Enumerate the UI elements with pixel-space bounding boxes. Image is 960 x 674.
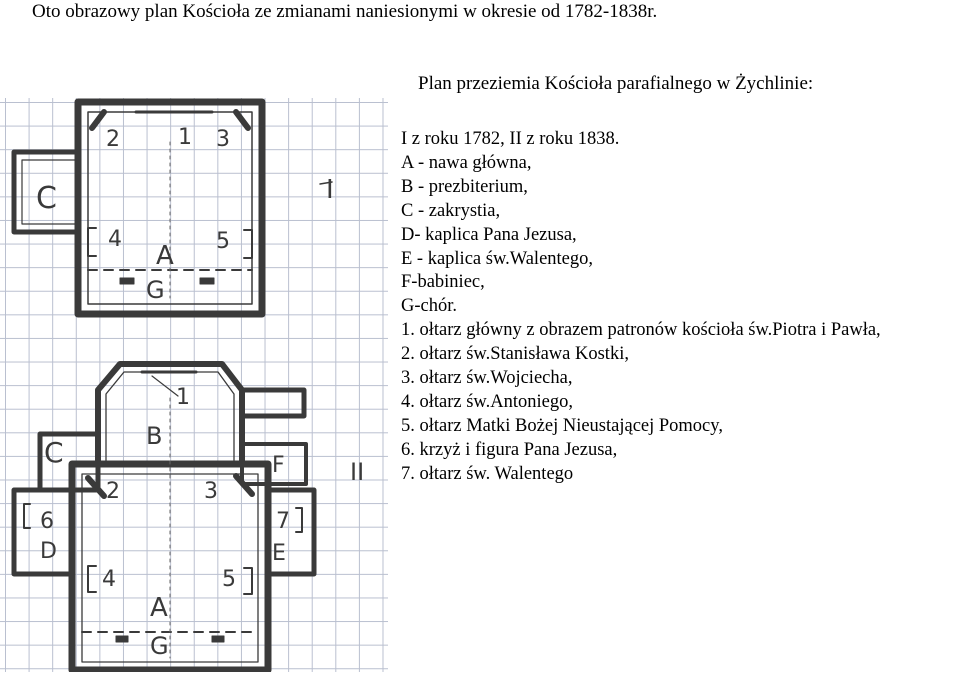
church-floor-plan-sketch xyxy=(0,98,388,672)
legend-item: C - zakrystia, xyxy=(401,200,501,221)
plan-1782 xyxy=(14,102,332,314)
label-4: 4 xyxy=(102,567,116,592)
legend-item: 3. ołtarz św.Wojciecha, xyxy=(401,368,573,389)
legend-item: 7. ołtarz św. Walentego xyxy=(401,463,574,484)
label-a: A xyxy=(156,241,174,271)
label-c: C xyxy=(36,181,57,216)
label-g: G xyxy=(146,276,165,304)
pillar xyxy=(120,278,134,284)
label-6: 6 xyxy=(40,509,54,534)
label-1: 1 xyxy=(178,125,192,150)
label-5: 5 xyxy=(222,567,236,592)
legend-item: B - prezbiterium, xyxy=(401,176,528,197)
legend-item: F-babiniec, xyxy=(401,272,485,293)
corner-altar-2 xyxy=(92,112,104,128)
plan-subtitle: Plan przeziemia Kościoła parafialnego w Żychlinie: xyxy=(418,73,814,94)
legend-item: 6. krzyż i figura Pana Jezusa, xyxy=(401,439,618,460)
legend-list xyxy=(401,128,881,487)
legend-item: A - nawa główna, xyxy=(401,152,532,173)
label-d: D xyxy=(40,539,57,564)
pillar xyxy=(200,278,214,284)
page-title: Oto obrazowy plan Kościoła ze zmianami naniesionymi w okresie od 1782-1838r. xyxy=(32,1,658,22)
side-altar-5 xyxy=(244,230,252,258)
legend-item: 1. ołtarz główny z obrazem patronów kościoła św.Piotra i Pawła, xyxy=(401,320,881,341)
corner-altar-3 xyxy=(236,112,248,128)
legend-item: D- kaplica Pana Jezusa, xyxy=(401,224,577,245)
label-f: F xyxy=(272,453,285,478)
label-7: 7 xyxy=(276,509,290,534)
label-c: C xyxy=(44,436,64,469)
label-a: A xyxy=(150,593,168,623)
annex-walls xyxy=(242,390,304,416)
label-3: 3 xyxy=(216,127,230,152)
legend-item: I z roku 1782, II z roku 1838. xyxy=(401,129,620,149)
plan-2-marker: II xyxy=(350,458,365,486)
legend-item: 4. ołtarz św.Antoniego, xyxy=(401,391,573,412)
legend-item: 2. ołtarz św.Stanisława Kostki, xyxy=(401,344,629,365)
label-4: 4 xyxy=(108,227,122,252)
label-5: 5 xyxy=(216,229,230,254)
legend-item: G-chór. xyxy=(401,296,457,317)
legend-item: 5. ołtarz Matki Bożej Nieustającej Pomocy, xyxy=(401,415,723,436)
label-2: 2 xyxy=(106,479,120,504)
label-1: 1 xyxy=(176,385,190,410)
label-2: 2 xyxy=(106,127,120,152)
label-b: B xyxy=(146,422,163,450)
plan-1-marker: I xyxy=(326,175,334,205)
label-e: E xyxy=(272,541,286,566)
side-altar-4 xyxy=(88,228,96,256)
plan-1838 xyxy=(14,364,314,670)
label-g: G xyxy=(150,632,169,660)
label-3: 3 xyxy=(204,479,218,504)
legend-item: E - kaplica św.Walentego, xyxy=(401,248,594,269)
